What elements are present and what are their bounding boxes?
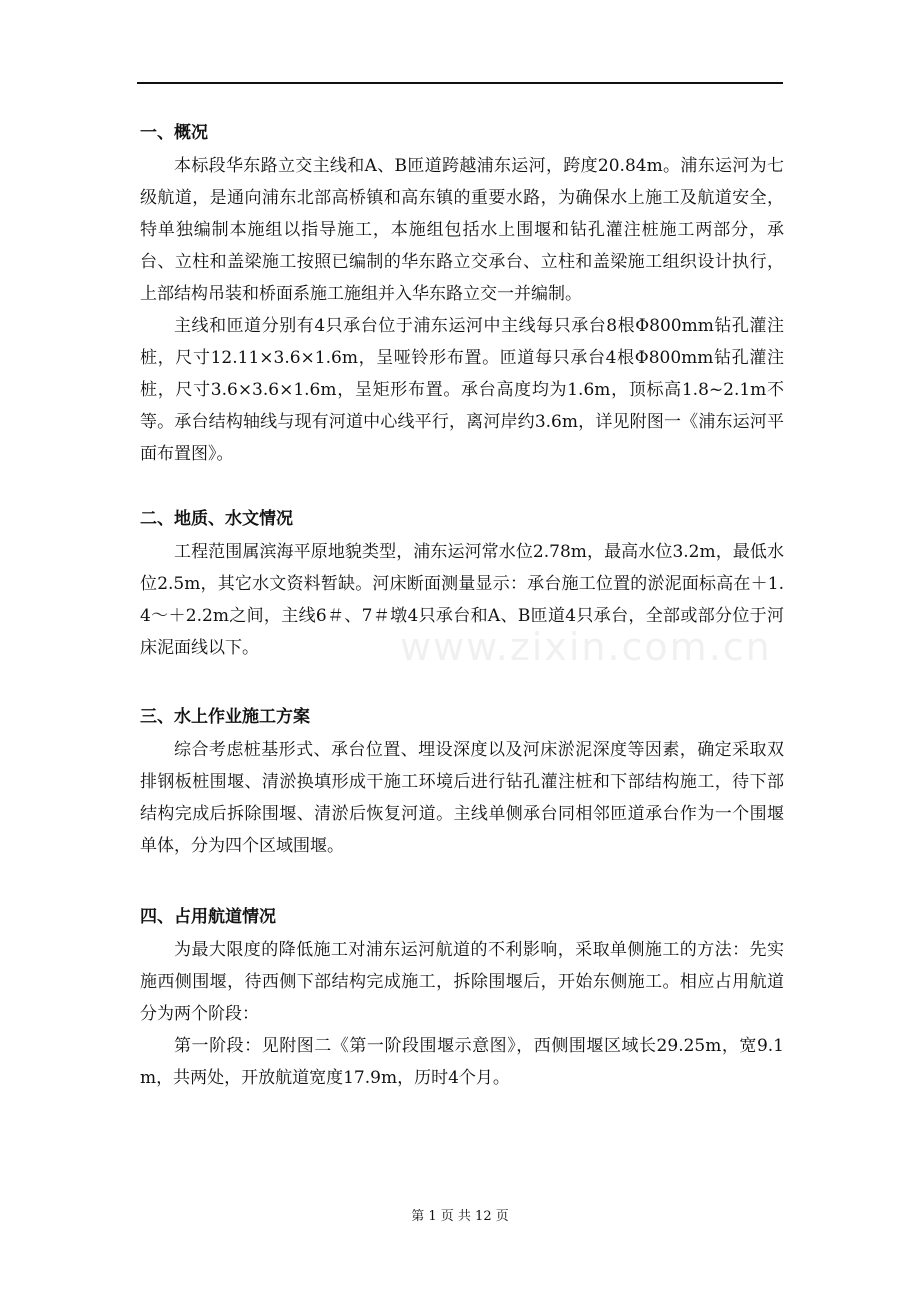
paragraph: 本标段华东路立交主线和A、B匝道跨越浦东运河，跨度20.84m。浦东运河为七级航道，是通向浦东北部高桥镇和高东镇的重要水路，为确保水上施工及航道安全，特单独编制本施组以指导施工，本施组包括水上围堰和钻孔灌注桩施工两部分，承台、立柱和盖梁施工按照已编制的华东路立交承台、立柱和盖梁施工组织设计执行，上部结构吊装和桥面系施工施组并入华东路立交一并编制。 [140, 156, 784, 304]
document-body [140, 118, 784, 1094]
page-footer: 第 1 页 共 12 页 [411, 1209, 509, 1224]
paragraph: 为最大限度的降低施工对浦东运河航道的不利影响，采取单侧施工的方法：先实施西侧围堰，待西侧下部结构完成施工，拆除围堰后，开始东侧施工。相应占用航道分为两个阶段： [140, 940, 784, 1024]
section-waterway-occupation [140, 902, 784, 1094]
paragraph: 主线和匝道分别有4只承台位于浦东运河中主线每只承台8根Φ800mm钻孔灌注桩，尺寸12.11×3.6×1.6m，呈哑铃形布置。匝道每只承台4根Φ800mm钻孔灌注桩，尺寸3.6×3.6×1.6m，呈矩形布置。承台高度均为1.6m，顶标高1.8~2.1m不等。承台结构轴线与现有河道中心线平行，离河岸约3.6m，详见附图一《浦东运河平面布置图》。 [140, 316, 784, 464]
section-construction-plan [140, 702, 784, 862]
section-heading: 四、占用航道情况 [140, 907, 276, 927]
section-heading: 一、概况 [140, 123, 208, 143]
paragraph: 工程范围属滨海平原地貌类型，浦东运河常水位2.78m，最高水位3.2m，最低水位2.5m，其它水文资料暂缺。河床断面测量显示：承台施工位置的淤泥面标高在＋1.4～＋2.2m之间，主线6＃、7＃墩4只承台和A、B匝道4只承台，全部或部分位于河床泥面线以下。 [140, 542, 784, 658]
section-overview [140, 118, 784, 470]
header-rule [137, 82, 783, 84]
paragraph: 第一阶段：见附图二《第一阶段围堰示意图》，西侧围堰区域长29.25m，宽9.1m，共两处，开放航道宽度17.9m，历时4个月。 [140, 1036, 784, 1088]
section-heading: 三、水上作业施工方案 [140, 707, 310, 727]
section-geology-hydrology [140, 504, 784, 664]
watermark: www.zixin.com.cn [400, 625, 772, 669]
section-heading: 二、地质、水文情况 [140, 509, 293, 529]
paragraph: 综合考虑桩基形式、承台位置、埋设深度以及河床淤泥深度等因素，确定采取双排钢板桩围堰、清淤换填形成干施工环境后进行钻孔灌注桩和下部结构施工，待下部结构完成后拆除围堰、清淤后恢复河道。主线单侧承台同相邻匝道承台作为一个围堰单体，分为四个区域围堰。 [140, 740, 784, 856]
